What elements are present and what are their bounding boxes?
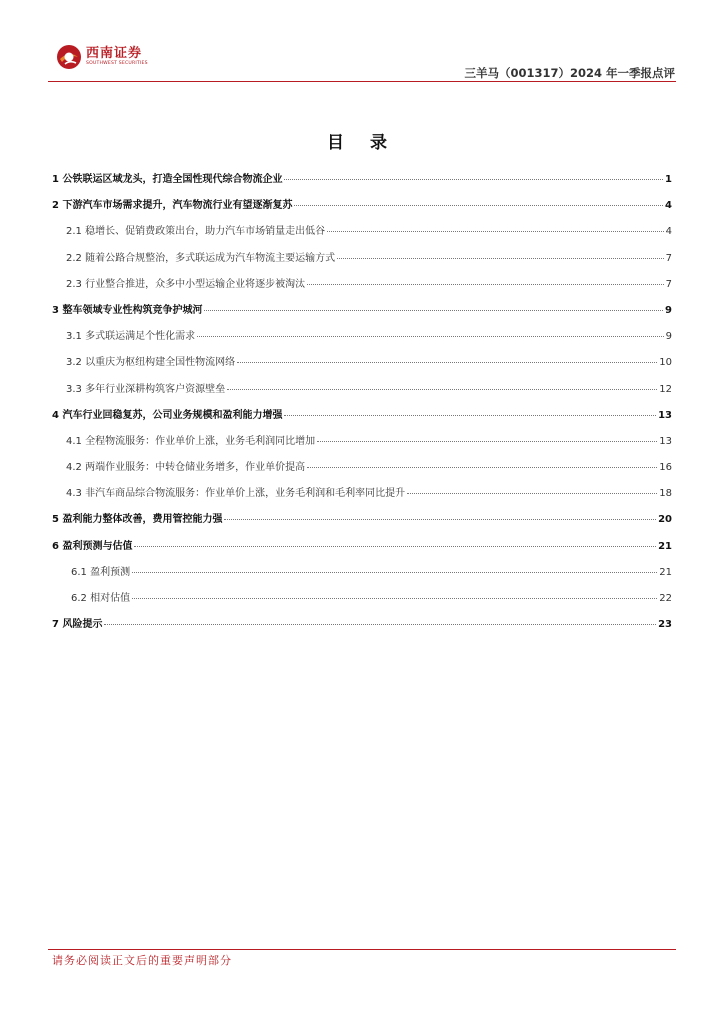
toc-entry-page: 18 <box>659 488 672 500</box>
toc-entry-label: 6.2 相对估值 <box>71 593 131 604</box>
toc-entry-page: 21 <box>659 566 672 578</box>
toc-entry-label: 4.1 全程物流服务：作业单价上涨，业务毛利润同比增加 <box>66 435 316 447</box>
report-title: 三羊马（001317）2024 年一季报点评 <box>464 66 675 80</box>
toc-leader-dots <box>284 414 656 416</box>
toc-leader-dots <box>407 492 657 494</box>
toc-leader-dots <box>204 309 663 311</box>
toc-entry-page: 21 <box>658 540 672 552</box>
toc-entry-page: 23 <box>658 619 672 631</box>
toc-leader-dots <box>197 335 664 337</box>
toc-leader-dots <box>294 204 663 206</box>
toc-leader-dots <box>337 257 664 259</box>
header-divider <box>48 81 676 82</box>
toc-entry-label: 4 汽车行业回稳复苏，公司业务规模和盈利能力增强 <box>52 409 283 421</box>
logo-name-en: SOUTHWEST SECURITIES <box>86 61 148 66</box>
toc-entry-label: 1 公铁联运区域龙头，打造全国性现代综合物流企业 <box>52 174 283 185</box>
toc-entry-page: 13 <box>658 409 672 421</box>
toc-entry[interactable] <box>52 615 672 641</box>
toc-entry-label: 3 整车领域专业性构筑竞争护城河 <box>52 304 203 316</box>
toc-entry[interactable] <box>52 275 672 301</box>
toc-entry[interactable] <box>52 196 672 222</box>
toc-entry[interactable] <box>52 432 672 458</box>
toc-entry-page: 9 <box>665 331 672 343</box>
toc-entry[interactable] <box>52 510 672 536</box>
toc-leader-dots <box>134 545 656 547</box>
toc-entry-label: 2.2 随着公路合规整治，多式联运成为汽车物流主要运输方式 <box>66 252 336 264</box>
toc-entry-label: 4.3 非汽车商品综合物流服务：作业单价上涨，业务毛利润和毛利率同比提升 <box>66 488 406 500</box>
toc-leader-dots <box>237 361 657 363</box>
toc-leader-dots <box>224 518 656 520</box>
toc-entry-label: 3.2 以重庆为枢纽构建全国性物流网络 <box>66 357 236 369</box>
toc-entry-label: 3.3 多年行业深耕构筑客户资源壁垒 <box>66 383 226 395</box>
toc-entry[interactable] <box>52 484 672 510</box>
toc-leader-dots <box>132 571 657 573</box>
toc-entry-page: 7 <box>665 252 672 264</box>
toc-entry-label: 6.1 盈利预测 <box>71 566 131 578</box>
toc-heading: 目 录 <box>327 133 397 153</box>
toc-entry-page: 12 <box>659 383 672 395</box>
toc-entry[interactable] <box>52 222 672 248</box>
toc-entry[interactable] <box>52 353 672 379</box>
logo-emblem-icon <box>56 44 82 70</box>
toc-entry[interactable] <box>52 563 672 589</box>
toc-leader-dots <box>227 388 657 390</box>
toc-entry-page: 4 <box>665 226 672 238</box>
toc-entry-page: 1 <box>665 174 672 185</box>
toc-leader-dots <box>307 466 657 468</box>
toc-leader-dots <box>307 283 664 285</box>
toc-entry-page: 7 <box>665 278 672 290</box>
toc-entry-label: 2.3 行业整合推进，众多中小型运输企业将逐步被淘汰 <box>66 278 306 290</box>
toc-entry-page: 9 <box>665 304 672 316</box>
toc-entry[interactable] <box>52 249 672 275</box>
footer-divider <box>48 949 676 950</box>
toc-entry-page: 4 <box>665 200 672 212</box>
toc-entry-page: 16 <box>659 462 672 474</box>
toc-entry-label: 3.1 多式联运满足个性化需求 <box>66 331 196 343</box>
toc-leader-dots <box>132 597 657 599</box>
toc-entry-label: 2 下游汽车市场需求提升，汽车物流行业有望逐渐复苏 <box>52 200 293 212</box>
company-logo <box>56 44 148 70</box>
footer-disclaimer: 请务必阅读正文后的重要声明部分 <box>52 954 232 967</box>
toc-entry-label: 2.1 稳增长、促销费政策出台，助力汽车市场销量走出低谷 <box>66 226 326 238</box>
toc-entry-label: 5 盈利能力整体改善，费用管控能力强 <box>52 514 223 526</box>
toc-entry-label: 6 盈利预测与估值 <box>52 540 133 552</box>
toc-entry[interactable] <box>52 458 672 484</box>
toc-entry-page: 20 <box>658 514 672 526</box>
toc-leader-dots <box>317 440 657 442</box>
toc-entry[interactable] <box>52 301 672 327</box>
toc-leader-dots <box>284 178 663 180</box>
toc-leader-dots <box>104 623 656 625</box>
toc-entry-page: 10 <box>659 357 672 369</box>
page-header <box>0 0 724 82</box>
toc-entry-page: 22 <box>659 593 672 604</box>
table-of-contents <box>52 170 672 641</box>
toc-entry[interactable] <box>52 589 672 615</box>
toc-entry[interactable] <box>52 380 672 406</box>
toc-leader-dots <box>327 230 664 232</box>
logo-name-cn: 西南证券 <box>86 46 143 61</box>
toc-entry[interactable] <box>52 537 672 563</box>
toc-entry-label: 7 风险提示 <box>52 619 103 631</box>
toc-entry[interactable] <box>52 170 672 196</box>
toc-entry-label: 4.2 两端作业服务：中转仓储业务增多，作业单价提高 <box>66 462 306 474</box>
toc-entry[interactable] <box>52 327 672 353</box>
toc-entry-page: 13 <box>659 435 672 447</box>
toc-entry[interactable] <box>52 406 672 432</box>
